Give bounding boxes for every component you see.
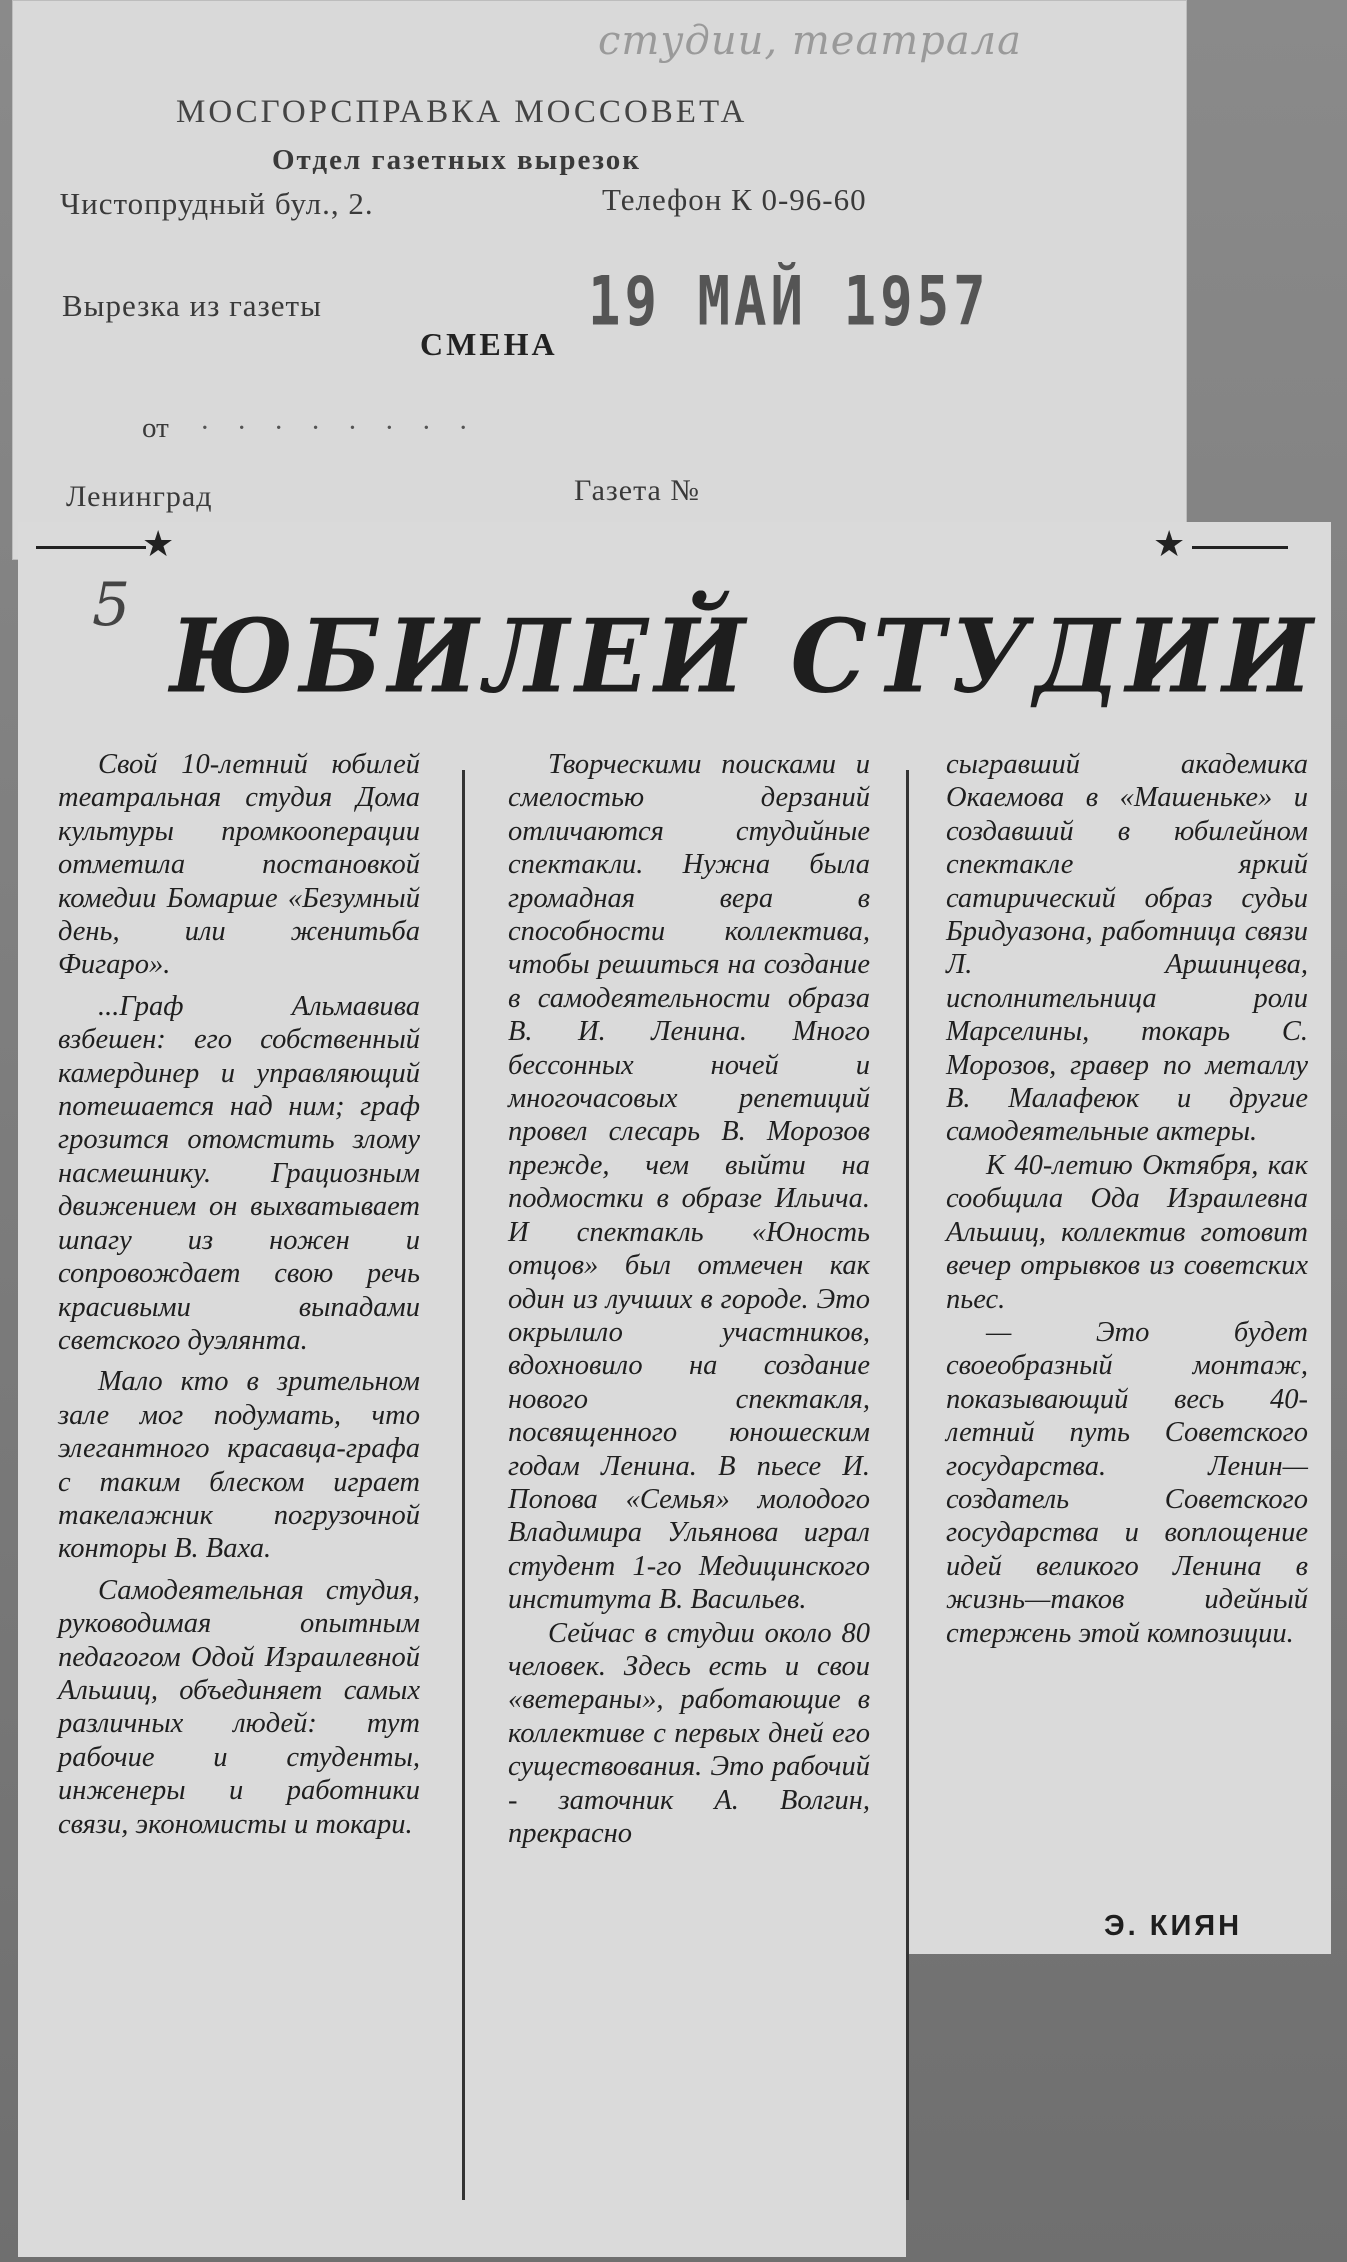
article-headline: ЮБИЛЕЙ СТУДИИ xyxy=(170,597,1319,716)
column-divider xyxy=(462,770,465,2200)
paragraph: ...Граф Альмавива взбешен: его собственный камердинер и управляющий потешается над ним; граф грозится отомстить злому насмешнику. Грациозным движением он выхватывает шпагу из ножен и сопровождает свою речь красивыми выпадами светского дуэлянта. xyxy=(58,990,420,1356)
paper-number-label: Газета № xyxy=(574,474,700,507)
decorative-rule-right xyxy=(1192,546,1288,549)
city-label: Ленинград xyxy=(66,480,213,513)
newspaper-name: СМЕНА xyxy=(420,326,558,362)
from-dots: · · · · · · · · xyxy=(200,412,479,444)
paragraph: Свой 10-летний юбилей театральная студия Дома культуры промкооперации отметила постановкой комедии Бомарше «Безумный день, или женитьба Фигаро». xyxy=(58,749,420,981)
agency-phone: Телефон К 0-96-60 xyxy=(602,182,867,217)
paragraph: К 40-летию Октября, как сообщила Ода Израилевна Альшиц, коллектив готовит вечер отрывков из советских пьес. xyxy=(946,1149,1308,1315)
article-column-2 xyxy=(508,748,870,1850)
agency-name: МОСГОРСПРАВКА МОССОВЕТА xyxy=(176,94,748,130)
paragraph: сыгравший академика Окаемова в «Машеньке» и создавший в юбилейном спектакле яркий сатирический образ судьи Бридуазона, работница связи Л. Аршинцева, исполнительница роли Марселины, токарь С. Морозов, гравер по металлу В. Малафеюк и другие самодеятельные актеры. xyxy=(946,749,1308,1148)
paragraph: Сейчас в студии около 80 человек. Здесь есть и свои «ветераны», работающие в коллективе с первых дней его существования. Это рабочий - заточник А. Волгин, прекрасно xyxy=(508,1617,870,1849)
decorative-rule-left xyxy=(36,546,146,549)
star-icon: ★ xyxy=(142,524,175,565)
department-name: Отдел газетных вырезок xyxy=(272,144,642,176)
handwritten-note: студии, театрала xyxy=(598,18,1022,64)
handwritten-number: 5 xyxy=(92,570,131,640)
from-label: от xyxy=(142,412,169,444)
article-column-3 xyxy=(946,748,1308,1650)
paragraph: — Это будет своеобразный монтаж, показывающий весь 40-летний путь Советского государства. Ленин—создатель Советского государства и воплощение идей великого Ленина в жизнь—таков идейный стержень этой композиции. xyxy=(946,1316,1308,1649)
column-divider xyxy=(906,770,909,2200)
paragraph: Мало кто в зрительном зале мог подумать, что элегантного красавца-графа с таким блеском играет такелажник погрузочной конторы В. Ваха. xyxy=(58,1366,420,1565)
date-stamp: 19 МАЙ 1957 xyxy=(588,262,990,341)
author-signature: Э. КИЯН xyxy=(1104,1910,1243,1942)
agency-address: Чистопрудный бул., 2. xyxy=(60,186,374,221)
star-icon: ★ xyxy=(1153,524,1186,565)
article-column-1 xyxy=(58,748,420,1841)
paragraph: Творческими поисками и смелостью дерзаний отличаются студийные спектакли. Нужна была громадная вера в способности коллектива, чтобы решиться на создание в самодеятельности образа В. И. Ленина. Много бессонных ночей и многочасовых репетиций провел слесарь В. Морозов прежде, чем выйти на подмостки в образе Ильича. И спектакль «Юность отцов» был отмечен как один из лучших в городе. Это окрылило участников, вдохновило на создание нового спектакля, посвященного юношеским годам Ленина. В пьесе И. Попова «Семья» молодого Владимира Ульянова играл студент 1-го Медицинского института В. Васильев. xyxy=(508,749,870,1616)
paragraph: Самодеятельная студия, руководимая опытным педагогом Одой Израилевной Альшиц, объединяет самых различных людей: тут рабочие и студенты, инженеры и работники связи, экономисты и токари. xyxy=(58,1574,420,1840)
clipping-label: Вырезка из газеты xyxy=(62,288,322,323)
